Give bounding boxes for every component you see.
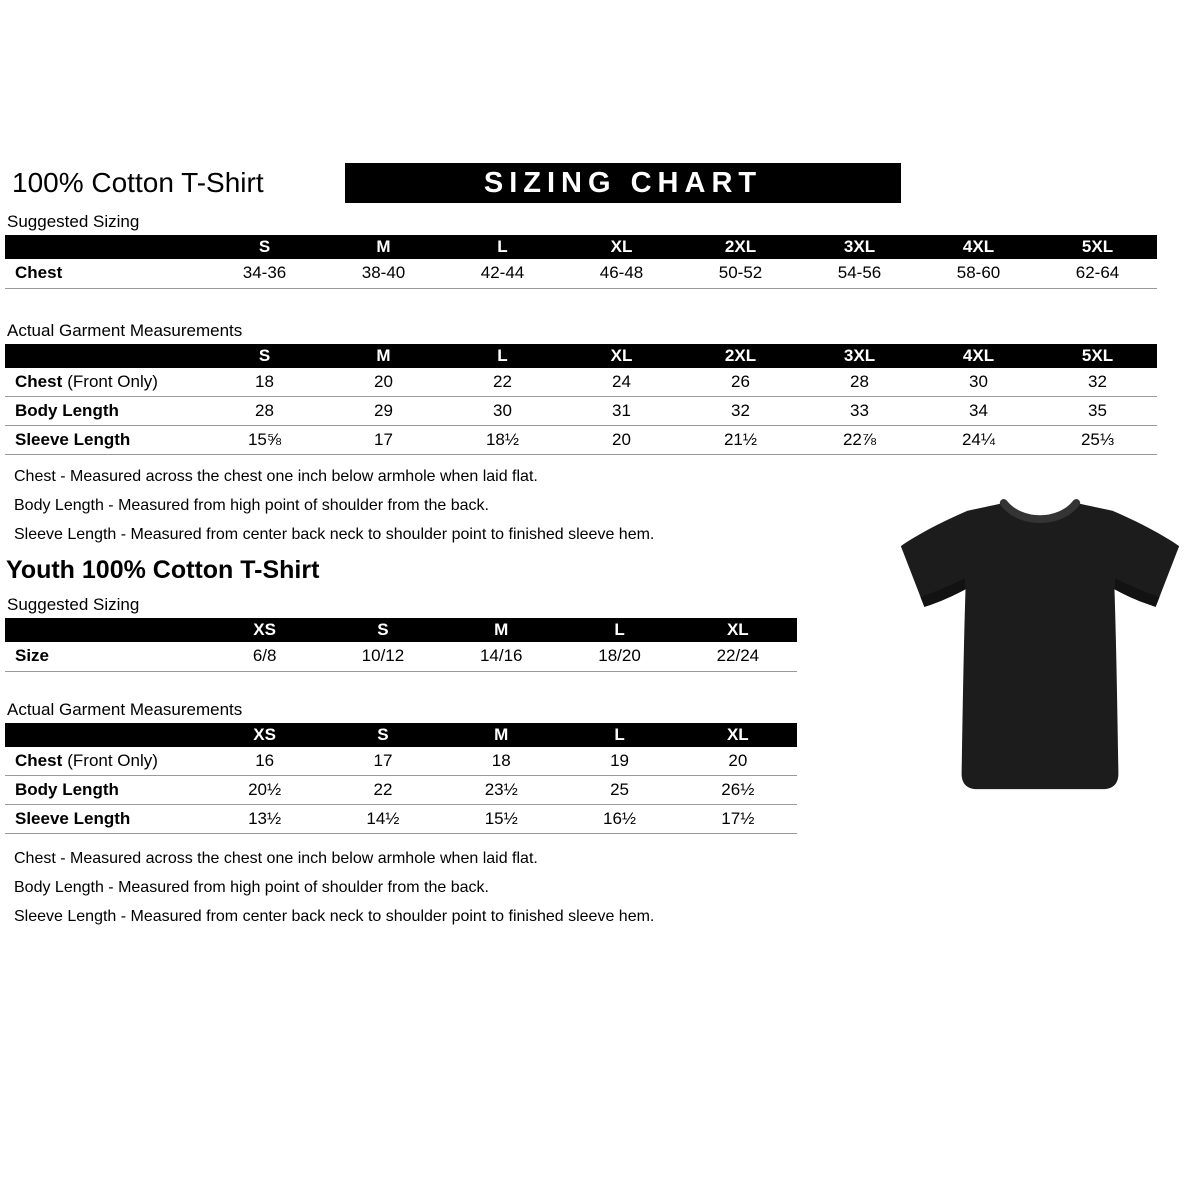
measurement-value: 24 — [562, 368, 681, 397]
size-col-header: 4XL — [919, 235, 1038, 259]
sleeve-length-row — [5, 426, 1157, 455]
chest-front-only-row — [5, 747, 797, 776]
measurement-value: 34 — [919, 397, 1038, 426]
measurement-value: 19 — [560, 747, 678, 776]
sizing-chart-banner: SIZING CHART — [345, 163, 901, 203]
tshirt-product-image — [893, 478, 1187, 818]
measurement-value: 42-44 — [443, 259, 562, 288]
size-col-header: M — [324, 235, 443, 259]
size-col-header: XL — [562, 344, 681, 368]
measurement-value: 16 — [206, 747, 324, 776]
measurement-value: 25⅓ — [1038, 426, 1157, 455]
measurement-value: 28 — [205, 397, 324, 426]
size-col-header: XL — [562, 235, 681, 259]
measurement-value: 17 — [324, 747, 442, 776]
chest-row — [5, 259, 1157, 288]
measurement-value: 32 — [1038, 368, 1157, 397]
sleeve-length-row — [5, 805, 797, 834]
adult-actual-measurements-table — [5, 344, 1157, 456]
measurement-value: 25 — [560, 776, 678, 805]
measurement-value: 46-48 — [562, 259, 681, 288]
measurement-value: 33 — [800, 397, 919, 426]
size-col-header: L — [443, 344, 562, 368]
row-label — [5, 368, 205, 397]
row-label-main: Chest — [15, 371, 63, 391]
size-col-header: 3XL — [800, 235, 919, 259]
measurement-value: 17½ — [679, 805, 797, 834]
measurement-value: 62-64 — [1038, 259, 1157, 288]
row-label: Sleeve Length — [5, 426, 205, 455]
measurement-value: 32 — [681, 397, 800, 426]
youth-actual-measurements-table — [5, 723, 797, 835]
youth-measurement-notes — [5, 850, 1165, 926]
size-col-header: 2XL — [681, 344, 800, 368]
chest-front-only-row — [5, 368, 1157, 397]
measurement-value: 22 — [443, 368, 562, 397]
row-label-suffix: (Front Only) — [67, 750, 158, 770]
size-col-header: S — [324, 723, 442, 747]
size-col-header: M — [442, 618, 560, 642]
header-spacer — [5, 235, 205, 259]
size-col-header: L — [443, 235, 562, 259]
measurement-value: 14½ — [324, 805, 442, 834]
measurement-value: 21½ — [681, 426, 800, 455]
measurement-value: 18 — [205, 368, 324, 397]
measurement-value: 20 — [679, 747, 797, 776]
measurement-value: 18 — [442, 747, 560, 776]
row-label — [5, 747, 206, 776]
size-col-header: 2XL — [681, 235, 800, 259]
size-col-header: L — [560, 618, 678, 642]
size-header-row — [5, 235, 1157, 259]
black-tshirt-graphic — [893, 478, 1187, 818]
header-spacer — [5, 344, 205, 368]
measurement-value: 18/20 — [560, 642, 678, 671]
size-header-row — [5, 344, 1157, 368]
measurement-value: 58-60 — [919, 259, 1038, 288]
header-spacer — [5, 618, 206, 642]
measurement-value: 54-56 — [800, 259, 919, 288]
size-header-row — [5, 618, 797, 642]
row-label: Chest — [5, 259, 205, 288]
body-length-row — [5, 776, 797, 805]
size-col-header: S — [205, 235, 324, 259]
size-col-header: XS — [206, 723, 324, 747]
measurement-value: 16½ — [560, 805, 678, 834]
measurement-value: 26 — [681, 368, 800, 397]
measurement-value: 30 — [443, 397, 562, 426]
body-length-row — [5, 397, 1157, 426]
measurement-value: 18½ — [443, 426, 562, 455]
measurement-value: 20 — [324, 368, 443, 397]
measurement-value: 24¼ — [919, 426, 1038, 455]
measurement-value: 38-40 — [324, 259, 443, 288]
measurement-value: 22⅞ — [800, 426, 919, 455]
size-col-header: M — [442, 723, 560, 747]
page-title: 100% Cotton T-Shirt — [12, 167, 264, 198]
size-col-header: XS — [206, 618, 324, 642]
size-col-header: L — [560, 723, 678, 747]
youth-actual-measurements-label: Actual Garment Measurements — [7, 699, 243, 719]
measurement-value: 28 — [800, 368, 919, 397]
row-label-suffix: (Front Only) — [67, 371, 158, 391]
row-label: Size — [5, 642, 206, 671]
size-col-header: XL — [679, 723, 797, 747]
youth-suggested-sizing-table — [5, 618, 797, 672]
measurement-value: 26½ — [679, 776, 797, 805]
size-row — [5, 642, 797, 671]
youth-section-title: Youth 100% Cotton T-Shirt — [6, 556, 320, 584]
size-header-row — [5, 723, 797, 747]
row-label-main: Chest — [15, 750, 63, 770]
size-col-header: 3XL — [800, 344, 919, 368]
note-body-length: Body Length - Measured from high point of shoulder from the back. — [14, 497, 489, 514]
measurement-value: 34-36 — [205, 259, 324, 288]
measurement-value: 35 — [1038, 397, 1157, 426]
measurement-value: 22/24 — [679, 642, 797, 671]
note-chest: Chest - Measured across the chest one inch below armhole when laid flat. — [14, 850, 538, 867]
measurement-value: 15⅝ — [205, 426, 324, 455]
page-header — [5, 163, 1165, 203]
size-col-header: XL — [679, 618, 797, 642]
measurement-value: 31 — [562, 397, 681, 426]
size-col-header: 5XL — [1038, 344, 1157, 368]
measurement-value: 17 — [324, 426, 443, 455]
measurement-value: 6/8 — [206, 642, 324, 671]
measurement-value: 20 — [562, 426, 681, 455]
measurement-value: 30 — [919, 368, 1038, 397]
row-label: Sleeve Length — [5, 805, 206, 834]
size-col-header: 4XL — [919, 344, 1038, 368]
note-sleeve-length: Sleeve Length - Measured from center back neck to shoulder point to finished sleeve hem. — [14, 908, 655, 925]
measurement-value: 10/12 — [324, 642, 442, 671]
size-col-header: S — [205, 344, 324, 368]
note-chest: Chest - Measured across the chest one inch below armhole when laid flat. — [14, 468, 538, 485]
row-label: Body Length — [5, 397, 205, 426]
header-spacer — [5, 723, 206, 747]
adult-suggested-sizing-label: Suggested Sizing — [7, 212, 140, 231]
size-col-header: 5XL — [1038, 235, 1157, 259]
note-body-length: Body Length - Measured from high point of shoulder from the back. — [14, 879, 489, 896]
size-col-header: M — [324, 344, 443, 368]
measurement-value: 50-52 — [681, 259, 800, 288]
row-label: Body Length — [5, 776, 206, 805]
measurement-value: 29 — [324, 397, 443, 426]
adult-suggested-sizing-table — [5, 235, 1157, 289]
measurement-value: 22 — [324, 776, 442, 805]
adult-actual-measurements-label: Actual Garment Measurements — [7, 320, 243, 340]
youth-suggested-sizing-label: Suggested Sizing — [7, 595, 140, 614]
measurement-value: 23½ — [442, 776, 560, 805]
size-col-header: S — [324, 618, 442, 642]
note-sleeve-length: Sleeve Length - Measured from center back neck to shoulder point to finished sleeve hem. — [14, 526, 655, 543]
measurement-value: 14/16 — [442, 642, 560, 671]
measurement-value: 15½ — [442, 805, 560, 834]
measurement-value: 20½ — [206, 776, 324, 805]
measurement-value: 13½ — [206, 805, 324, 834]
